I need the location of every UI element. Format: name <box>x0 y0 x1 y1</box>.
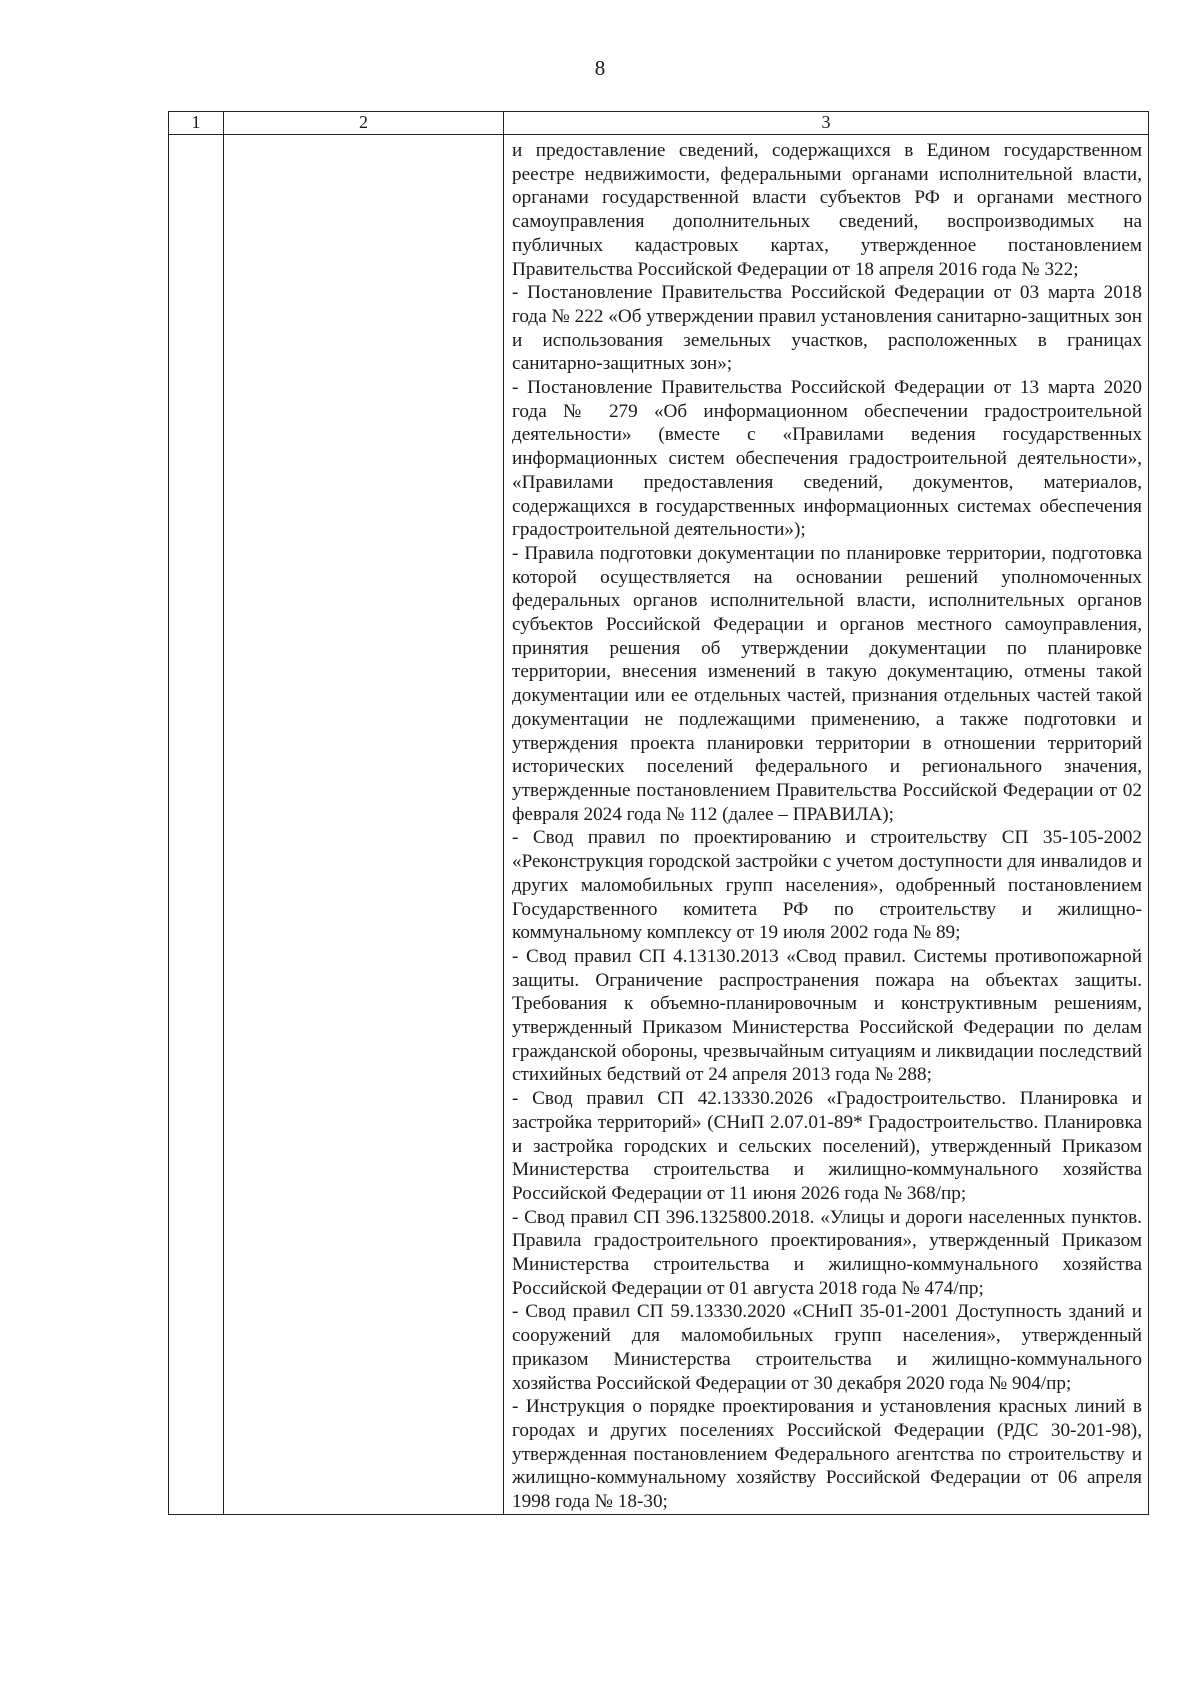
regulation-paragraph: - Постановление Правительства Российской Федерации от 13 марта 2020 года № 279 «Об информационном обеспечении градостроительной деятельности» (вместе с «Правилами ведения государственных информационных систем обеспечения градостроительной деятельности», «Правилами предоставления сведений, документов, материалов, содержащихся в государственных информационных системах обеспечения градостроительной деятельности»); <box>512 377 1142 541</box>
regulation-paragraph: - Свод правил по проектированию и строительству СП 35-105-2002 «Реконструкция городской застройки с учетом доступности для инвалидов и других маломобильных групп населения», одобренный постановлением Государственного комитета РФ по строительству и жилищно-коммунальному комплексу от 19 июля 2002 года № 89; <box>512 827 1142 944</box>
regulation-paragraph: и предоставление сведений, содержащихся в Едином государственном реестре недвижимости, федеральными органами исполнительной власти, органами государственной власти субъектов РФ и органами местного самоуправления дополнительных сведений, воспроизводимых на публичных кадастровых картах, утвержденное постановлением Правительства Российской Федерации от 18 апреля 2016 года № 322; <box>512 140 1142 280</box>
regulation-paragraph: - Свод правил СП 42.13330.2026 «Градостроительство. Планировка и застройка территорий» (СНиП 2.07.01-89* Градостроительство. Планировка и застройка городских и сельских поселений), утвержденный Приказом Министерства строительства и жилищно-коммунального хозяйства Российской Федерации от 11 июня 2026 года № 368/пр; <box>512 1088 1142 1204</box>
regulation-paragraph: - Свод правил СП 59.13330.2020 «СНиП 35-01-2001 Доступность зданий и сооружений для маломобильных групп населения», утвержденный приказом Министерства строительства и жилищно-коммунального хозяйства Российской Федерации от 30 декабря 2020 года № 904/пр; <box>512 1301 1142 1394</box>
page-number: 8 <box>594 56 606 80</box>
header-col-2: 2 <box>224 112 504 135</box>
regulation-paragraph: - Инструкция о порядке проектирования и установления красных линий в городах и других поселениях Российской Федерации (РДС 30-201-98), утвержденная постановлением Федерального агентства по строительству и жилищно-коммунальному хозяйству Российской Федерации от 06 апреля 1998 года № 18-30; <box>512 1396 1142 1513</box>
regulation-paragraph: - Правила подготовки документации по планировке территории, подготовка которой осуществляется на основании решений уполномоченных федеральных органов исполнительной власти, исполнительных органов субъектов Российской Федерации и органов местного самоуправления, принятия решения об утверждении документации по планировке территории, внесения изменений в такую документацию, отмены такой документации или ее отдельных частей, признания отдельных частей такой документации не подлежащими применению, а также подготовки и утверждения проекта планировки территории в отношении территорий исторических поселений федерального и регионального значения, утвержденные постановлением Правительства Российской Федерации от 02 февраля 2024 года № 112 (далее – ПРАВИЛА); <box>512 542 1142 825</box>
table-header-row <box>169 112 1149 135</box>
regulation-paragraph: - Постановление Правительства Российской Федерации от 03 марта 2018 года № 222 «Об утверждении правил установления санитарно-защитных зон и использования земельных участков, расположенных в границах санитарно-защитных зон»; <box>512 282 1142 375</box>
header-col-1: 1 <box>169 112 224 135</box>
header-col-3: 3 <box>504 112 1149 135</box>
document-table <box>168 111 1149 1515</box>
table-row <box>169 135 1149 1515</box>
regulation-list <box>504 135 1148 1514</box>
regulation-paragraph: - Свод правил СП 4.13130.2013 «Свод правил. Системы противопожарной защиты. Ограничение распространения пожара на объектах защиты. Требования к объемно-планировочным и конструктивным решениям, утвержденный Приказом Министерства Российской Федерации по делам гражданской обороны, чрезвычайным ситуациям и ликвидации последствий стихийных бедствий от 24 апреля 2013 года № 288; <box>512 945 1142 1086</box>
cell-col-3 <box>504 135 1149 1515</box>
regulation-paragraph: - Свод правил СП 396.1325800.2018. «Улицы и дороги населенных пунктов. Правила градостроительного проектирования», утвержденный Приказом Министерства строительства и жилищно-коммунального хозяйства Российской Федерации от 01 августа 2018 года № 474/пр; <box>512 1206 1142 1299</box>
cell-col-1 <box>169 135 224 1515</box>
cell-col-2 <box>224 135 504 1515</box>
